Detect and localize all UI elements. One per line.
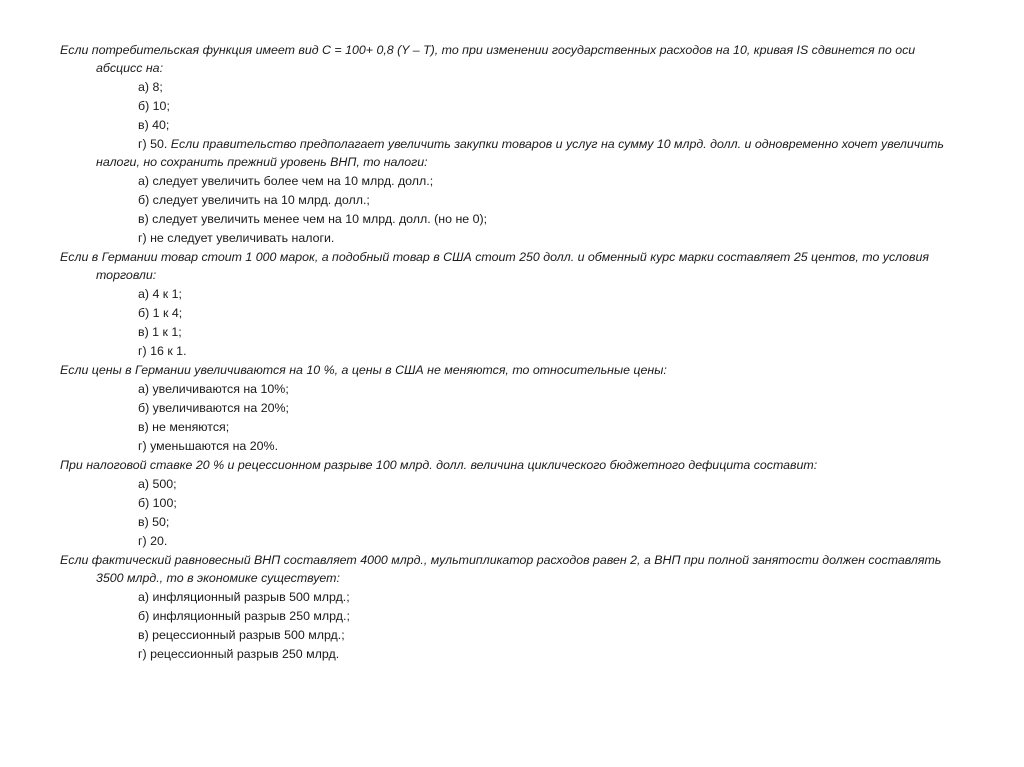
answer-option: в) рецессионный разрыв 500 млрд.;: [138, 628, 345, 642]
answer-option: а) следует увеличить более чем на 10 млрд. долл.;: [138, 174, 434, 188]
question-text: Если в Германии товар стоит 1 000 марок, а подобный товар в США стоит 250 долл. и обменный курс марки составляет 25 центов, то условия торговли:: [60, 250, 930, 282]
question-text: Если фактический равновесный ВНП составляет 4000 млрд., мультипликатор расходов равен 2, а ВНП при полной занятости должен составлять 3500 млрд., то в экономике существует:: [60, 553, 942, 585]
answer-option-with-question: [60, 135, 960, 171]
answer-option: а) 4 к 1;: [138, 287, 182, 301]
answer-option: а) 500;: [138, 477, 177, 491]
answer-option: б) инфляционный разрыв 250 млрд.;: [138, 609, 350, 623]
answer-option: в) не меняются;: [138, 420, 230, 434]
answer-option: г) рецессионный разрыв 250 млрд.: [138, 647, 340, 661]
answer-option: а) инфляционный разрыв 500 млрд.;: [138, 590, 350, 604]
answer-option: в) следует увеличить менее чем на 10 млрд. долл. (но не 0);: [138, 212, 488, 226]
answer-option: г) 16 к 1.: [138, 344, 187, 358]
answer-option: б) 1 к 4;: [138, 306, 183, 320]
question-text: Если цены в Германии увеличиваются на 10 %, а цены в США не меняются, то относительные цены:: [60, 363, 667, 377]
answer-option: г) уменьшаются на 20%.: [138, 439, 279, 453]
answer-option: б) следует увеличить на 10 млрд. долл.;: [138, 193, 370, 207]
question-text: Если потребительская функция имеет вид C = 100+ 0,8 (Y – T), то при изменении государственных расходов на 10, кривая IS сдвинется по оси абсцисс на:: [60, 43, 916, 75]
answer-option: в) 40;: [138, 118, 170, 132]
answer-option: б) 100;: [138, 496, 177, 510]
answer-option: в) 50;: [138, 515, 170, 529]
answer-option: а) 8;: [138, 80, 163, 94]
answer-option: г) 20.: [138, 534, 168, 548]
answer-option: в) 1 к 1;: [138, 325, 182, 339]
question-text: При налоговой ставке 20 % и рецессионном разрыве 100 млрд. долл. величина циклического бюджетного дефицита составит:: [60, 458, 818, 472]
answer-option: а) увеличиваются на 10%;: [138, 382, 289, 396]
answer-option: г) 50.: [138, 137, 168, 151]
answer-option: г) не следует увеличивать налоги.: [138, 231, 335, 245]
question-list: [60, 41, 960, 664]
answer-option: б) увеличиваются на 20%;: [138, 401, 289, 415]
question-text: Если правительство предполагает увеличить закупки товаров и услуг на сумму 10 млрд. долл. и одновременно хочет увеличить налоги, но сохранить прежний уровень ВНП, то налоги:: [96, 137, 944, 169]
answer-option: б) 10;: [138, 99, 170, 113]
